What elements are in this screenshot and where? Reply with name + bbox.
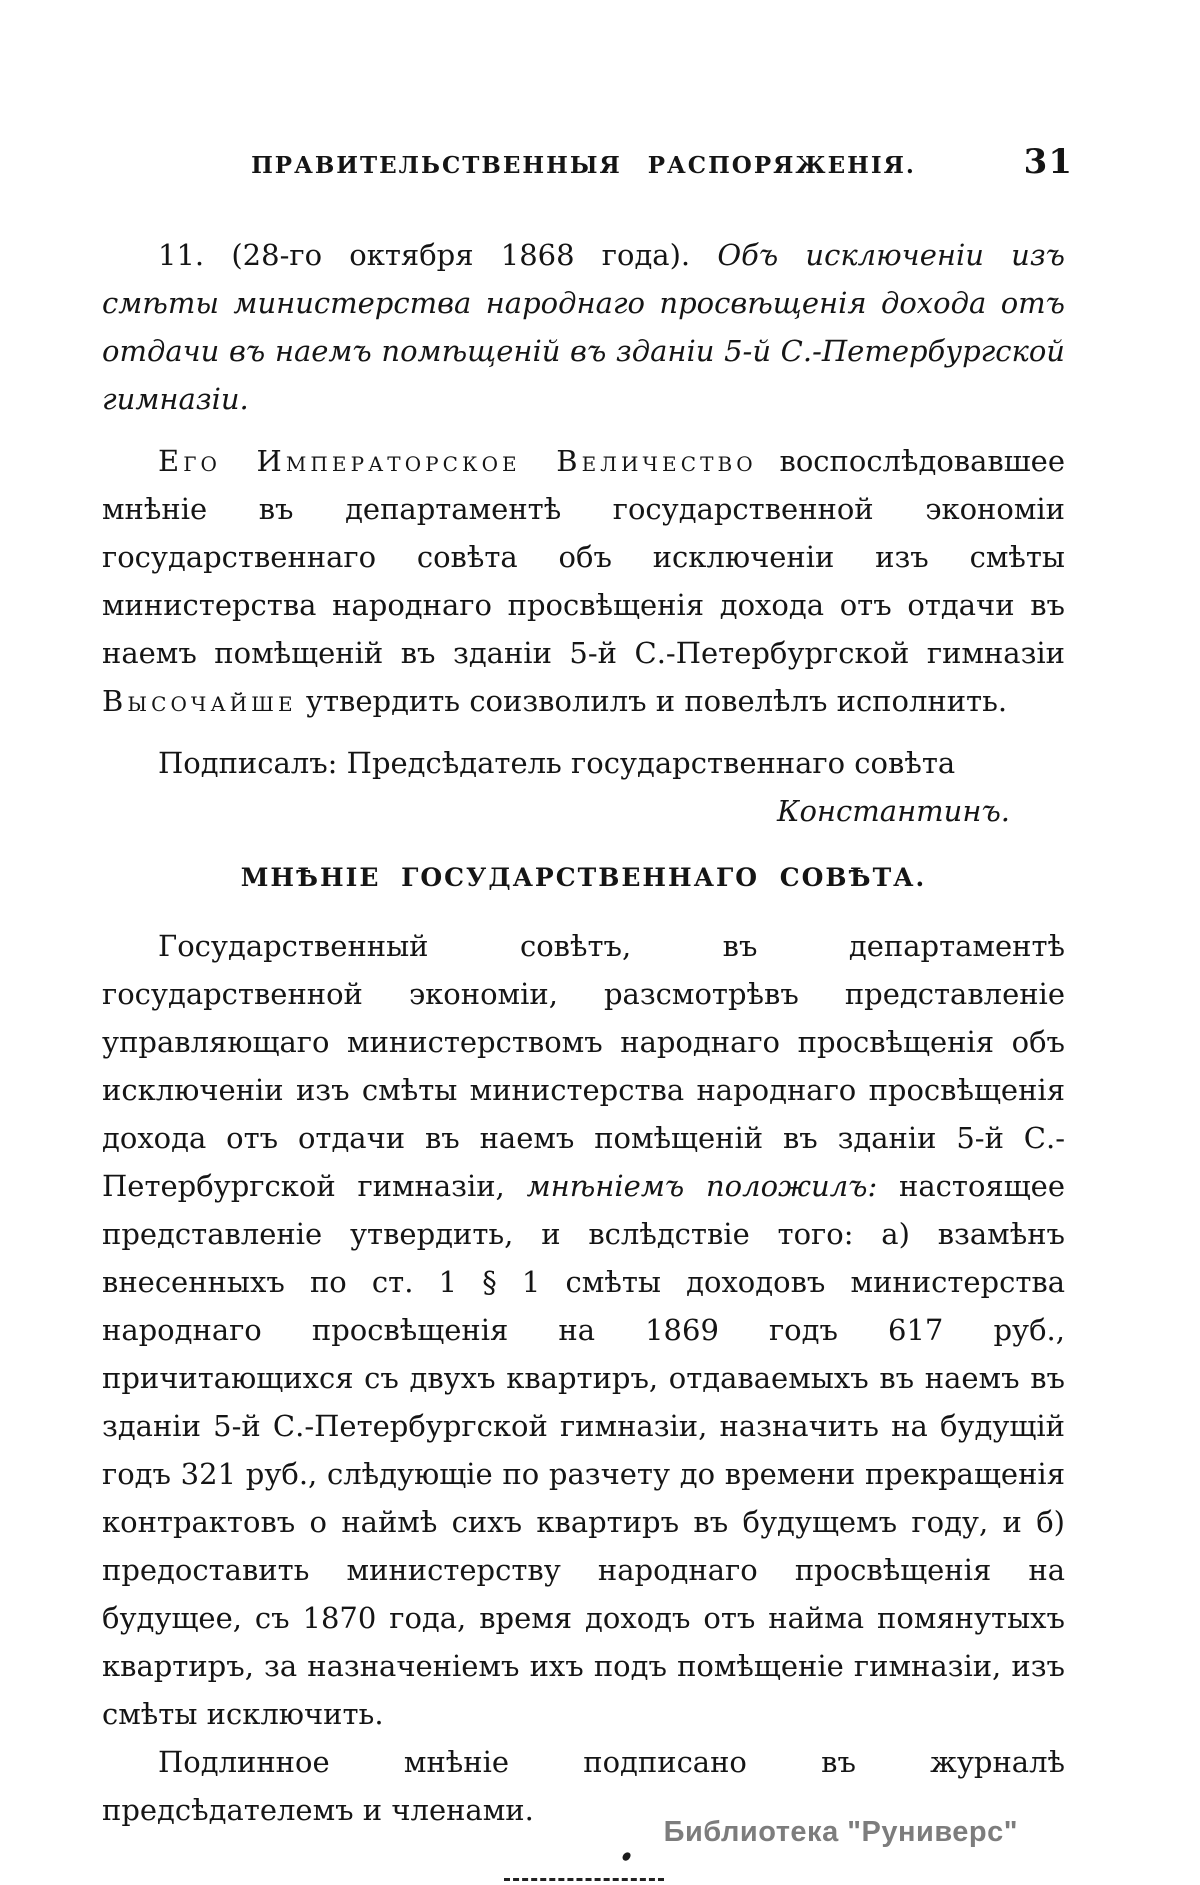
signature-line: Константинъ. <box>777 794 1010 828</box>
decree-number-date: 11. (28-го октября 1868 года). <box>158 238 718 272</box>
decree-body-mid: воспослѣдовавшее мнѣніе въ департаментѣ государственной экономіи государственнаго совѣта объ исключеніи изъ смѣты министерства народнаго просвѣщенія дохода отъ отдачи въ наемъ помѣщеній въ зданіи 5-й С.-Петербургской гимназіи <box>102 444 1066 670</box>
text-column <box>102 142 1073 1884</box>
running-head <box>102 142 1073 182</box>
opinion-body-lead: Государственный совѣтъ, въ департаментѣ государственной экономіи, разсмотрѣвъ представленіе управляющаго министерствомъ народнаго просвѣщенія объ исключеніи изъ смѣты министерства народнаго просвѣщенія дохода отъ отдачи въ наемъ помѣщеній въ зданіи 5-й С.-Петербургской гимназіи, <box>102 929 1065 1203</box>
decree-body-paragraph <box>102 437 1065 725</box>
decree-title-paragraph <box>102 231 1065 423</box>
ink-speck-mark <box>621 1851 631 1862</box>
library-watermark: Библиотека "Руниверс" <box>663 1816 1018 1848</box>
opinion-body-paragraph <box>102 922 1065 1738</box>
highest-phrase: Высочайше <box>102 684 297 718</box>
imperial-majesty-phrase: Его Императорское Величество <box>158 444 757 478</box>
section-divider <box>504 1878 664 1884</box>
closing-paragraph: Подлинное мнѣніе подписано въ журналѣ предсѣдателемъ и членами. <box>102 1745 1065 1827</box>
signed-label-paragraph: Подписалъ: Предсѣдатель государственнаго совѣта <box>158 746 956 780</box>
opinion-resolution-phrase: мнѣніемъ положилъ: <box>526 1169 878 1203</box>
divider-dashed-line <box>504 1878 664 1881</box>
opinion-heading: МНѢНІЕ ГОСУДАРСТВЕННАГО СОВѢТА. <box>240 863 927 892</box>
opinion-body-rest: настоящее представленіе утвердить, и вслѣдствіе того: а) взамѣнъ внесенныхъ по ст. 1 § 1 смѣты доходовъ министерства народнаго просвѣщенія на 1869 годъ 617 руб., причитающихся съ двухъ квартиръ, отдаваемыхъ въ наемъ въ зданіи 5-й С.-Петербургской гимназіи, назначить на будущій годъ 321 руб., слѣдующіе по разчету до времени прекращенія контрактовъ о наймѣ сихъ квартиръ въ будущемъ году, и б) предоставить министерству народнаго просвѣщенія на будущее, съ 1870 года, время доходъ отъ найма помянутыхъ квартиръ, за назначеніемъ ихъ подъ помѣщеніе гимназіи, изъ смѣты исключить. <box>102 1169 1065 1731</box>
decree-body-tail: утвердить соизволилъ и повелѣлъ исполнить. <box>305 684 1008 718</box>
running-head-title: ПРАВИТЕЛЬСТВЕННЫЯ РАСПОРЯЖЕНІЯ. <box>251 152 916 179</box>
page-number: 31 <box>1023 142 1073 182</box>
decree-subject: Объ исключеніи изъ смѣты министерства народнаго просвѣщенія дохода отъ отдачи въ наемъ помѣщеній въ зданіи 5-й С.-Петербургской гимназіи. <box>102 238 1065 416</box>
